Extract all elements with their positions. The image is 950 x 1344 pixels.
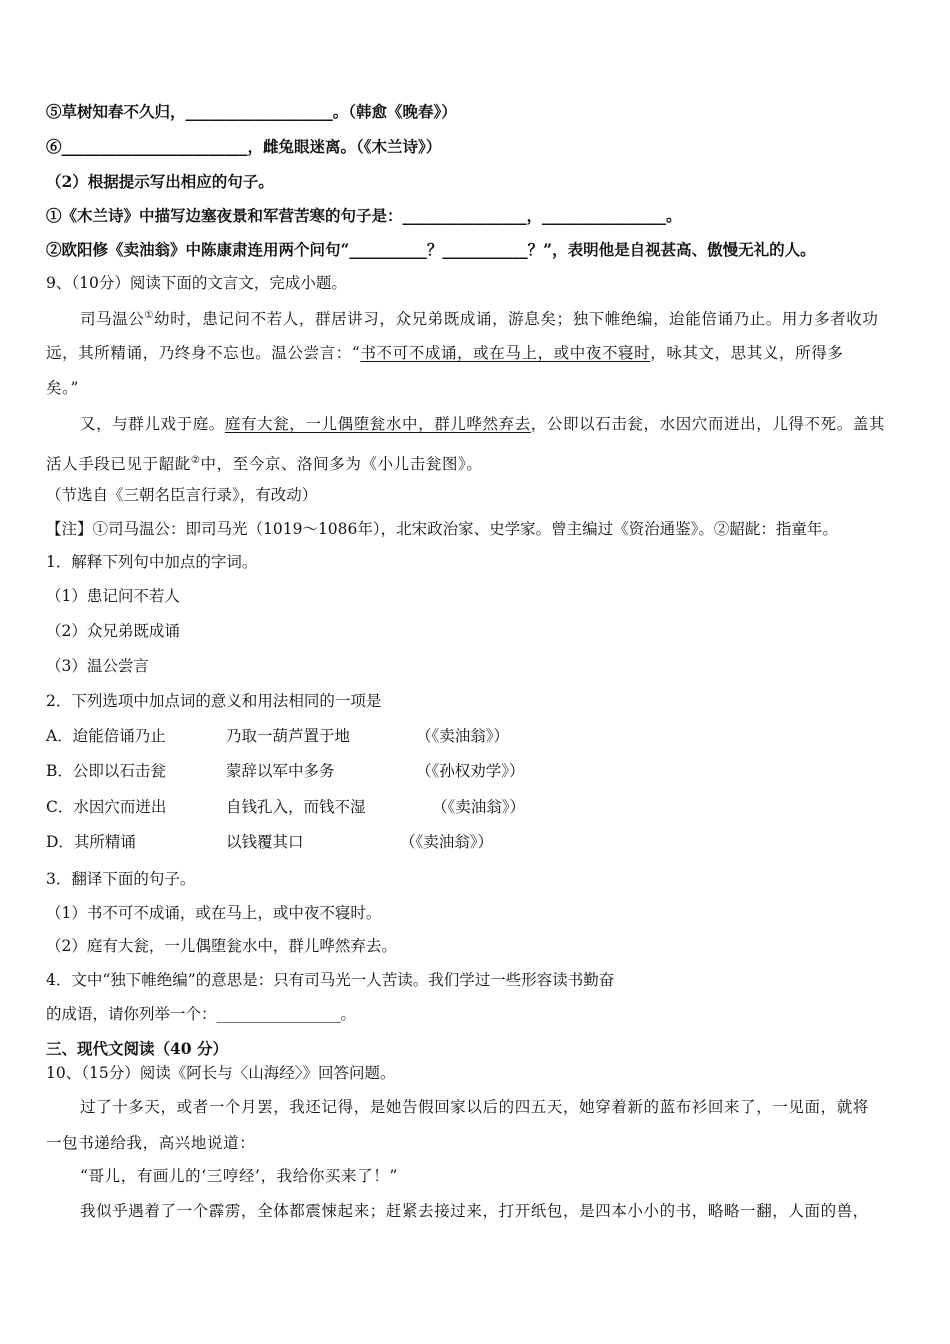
footnote-mark: ②	[190, 455, 201, 466]
option-c-word: C．水因穴而迸出	[46, 798, 167, 816]
option-d-word: D．其所精诵	[46, 833, 136, 851]
option-d-compare: 以钱覆其口	[226, 833, 304, 851]
option-d-source: （《卖油翁》）	[400, 833, 494, 851]
option-a-word: A．迨能倍诵乃止	[46, 727, 166, 745]
fill-blank-5: ⑤草树知春不久归，___________________。（韩愈《晚春》）	[46, 102, 457, 121]
option-b-source: （《孙权劝学》）	[416, 762, 525, 780]
fill-blank-6: ⑥________________________，雌兔眼迷离。（《木兰诗》）	[46, 137, 442, 156]
option-c-compare: 自钱孔入，而钱不湿	[226, 798, 366, 816]
question-2-item-2: ②欧阳修《卖油翁》中陈康肃连用两个问句“__________？___________？”，表明他是自视甚高、傲慢无礼的人。	[46, 240, 816, 259]
question-9-title: 9、（10分）阅读下面的文言文，完成小题。	[46, 274, 347, 292]
sub-question-1-item-2: （2）众兄弟既成诵	[46, 622, 180, 640]
option-b-word: B．公即以石击瓮	[46, 762, 166, 780]
sub-question-1-item-3: （3）温公尝言	[46, 657, 149, 675]
sub-question-4-line-2: 的成语，请你列举一个：________________。	[46, 1005, 357, 1023]
option-a-source: （《卖油翁》）	[416, 727, 510, 745]
text-span: 幼时，患记问不若人，群居讲习，众兄弟既成诵，游息矣；独下帷绝编，迨能倍诵乃止。用力多者收功	[153, 310, 879, 329]
footnote-mark: ①	[144, 310, 154, 321]
sub-question-3: 3．翻译下面的句子。	[46, 870, 196, 888]
passage-paragraph-1-line-3: 矣。”	[46, 379, 79, 397]
option-c-source: （《卖油翁》）	[432, 798, 526, 816]
sub-question-3-item-2: （2）庭有大瓮，一儿偶堕瓮水中，群儿哗然弃去。	[46, 937, 397, 955]
question-10-title: 10、（15分）阅读《阿长与〈山海经〉》回答问题。	[46, 1064, 396, 1082]
sub-question-2: 2．下列选项中加点词的意义和用法相同的一项是	[46, 692, 382, 710]
passage-paragraph-1-line-2	[46, 343, 843, 363]
passage-paragraph-1-line-1	[80, 306, 879, 329]
underlined-sentence: 庭有大瓮，一儿偶堕瓮水中，群儿哗然弃去	[224, 415, 531, 433]
question-2-item-1: ①《木兰诗》中描写边塞夜景和军营苦寒的句子是：________________，________________。	[46, 206, 682, 225]
text-span: 远，其所精诵，乃终身不忘也。温公尝言：“	[46, 344, 361, 362]
text-span: 又，与群儿戏于庭。	[80, 415, 225, 433]
passage-paragraph-2-line-2	[46, 451, 483, 474]
sub-question-1-item-1: （1）患记问不若人	[46, 587, 180, 605]
sub-question-4-line-1: 4．文中“独下帷绝编”的意思是：只有司马光一人苦读。我们学过一些形容读书勤奋	[46, 971, 615, 989]
section-3-heading: 三、现代文阅读（40 分）	[46, 1039, 228, 1058]
sub-question-1: 1．解释下列句中加点的字词。	[46, 553, 258, 571]
underlined-sentence: 书不可不成诵，或在马上，或中夜不寝时	[360, 344, 651, 362]
passage-note: 【注】①司马温公：即司马光（1019～1086年），北宋政治家、史学家。曾主编过《资治通鉴》。②龆龀：指童年。	[46, 520, 838, 538]
reading-quote: “哥儿，有画儿的‘三哼经’，我给你买来了！”	[80, 1167, 398, 1185]
option-a-compare: 乃取一葫芦置于地	[226, 727, 351, 745]
question-2-heading: （2）根据提示写出相应的句子。	[46, 172, 274, 191]
text-span: 中，至今京、洛间多为《小儿击瓮图》。	[200, 455, 483, 474]
reading-paragraph-3-line-1: 我似乎遇着了一个霹雳，全体都震悚起来；赶紧去接过来，打开纸包，是四本小小的书，略略一翻，人面的兽，	[80, 1202, 869, 1220]
sub-question-3-item-1: （1）书不可不成诵，或在马上，或中夜不寝时。	[46, 904, 382, 922]
option-b-compare: 蒙辞以军中多务	[226, 762, 335, 780]
reading-paragraph-1-line-2: 一包书递给我，高兴地说道：	[46, 1134, 256, 1152]
text-span: 司马温公	[80, 310, 145, 329]
passage-paragraph-2-line-1	[80, 414, 885, 434]
text-span: ，咏其文，思其义，所得多	[650, 344, 844, 362]
passage-source: （节选自《三朝名臣言行录》，有改动）	[46, 486, 318, 504]
text-span: 活人手段已见于龆龀	[46, 455, 191, 474]
text-span: ，公即以石击瓮，水因穴而迸出，儿得不死。盖其	[530, 415, 886, 433]
reading-paragraph-1-line-1: 过了十多天，或者一个月罢，我还记得，是她告假回家以后的四五天，她穿着新的蓝布衫回来了，一见面，就将	[80, 1098, 869, 1116]
